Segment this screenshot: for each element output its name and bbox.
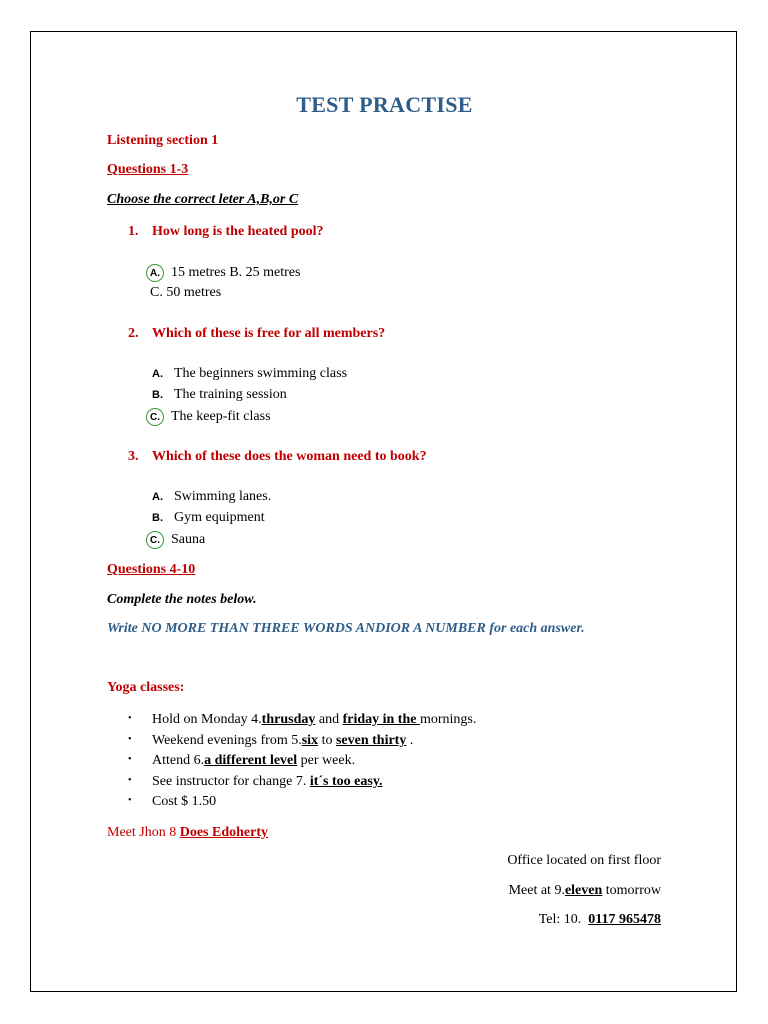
answer-4a: thrusday: [261, 712, 316, 727]
note-row: [128, 753, 355, 769]
question-text: How long is the heated pool?: [152, 224, 324, 239]
note-text: per week.: [297, 753, 356, 768]
meet-line: [107, 825, 268, 841]
note-row: [128, 774, 383, 790]
option-row: [152, 366, 347, 382]
circled-answer: A.: [146, 264, 164, 282]
office-line: Office located on first floor: [507, 853, 661, 868]
note-text: tomorrow: [602, 883, 661, 898]
answer-8: Does Edoherty: [179, 825, 268, 840]
answer-6: a different level: [204, 753, 298, 768]
option-letter: [149, 531, 171, 549]
question-3: [128, 449, 427, 465]
answer-5b: seven thirty: [335, 733, 407, 748]
note-row: [128, 794, 216, 810]
note-text: mornings.: [419, 712, 477, 727]
option-row: [152, 387, 287, 403]
question-2: [128, 326, 385, 342]
note-row: [128, 733, 413, 749]
circled-answer: C.: [146, 531, 164, 549]
option-letter: B.: [152, 512, 163, 524]
question-text: Which of these is free for all members?: [152, 326, 386, 341]
option-letter: [149, 408, 171, 426]
bullet-icon: •: [128, 713, 132, 724]
note-text: .: [406, 733, 414, 748]
note-text: Attend 6.: [152, 753, 205, 768]
questions-4-10-heading: Questions 4-10: [107, 562, 196, 577]
bullet-icon: •: [128, 734, 132, 745]
option-row: [152, 510, 265, 526]
option-text: Sauna: [171, 532, 206, 547]
answer-7: it´s too easy.: [309, 774, 383, 789]
bullet-icon: •: [128, 795, 132, 806]
note-row: [128, 712, 476, 728]
tel-line: [539, 912, 661, 928]
answer-9: eleven: [564, 883, 603, 898]
bullet-icon: •: [128, 775, 132, 786]
option-row: [149, 531, 205, 549]
document-page: [30, 31, 737, 992]
note-text: Weekend evenings from 5.: [152, 733, 302, 748]
option-text: The keep-fit class: [171, 409, 271, 424]
word-limit-rule: Write NO MORE THAN THREE WORDS ANDIOR A NUMBER for each answer.: [107, 621, 585, 636]
option-letter: A.: [152, 368, 163, 380]
answer-4b: friday in the: [342, 712, 420, 727]
option-row: [152, 489, 271, 505]
option-row: [149, 408, 271, 426]
bullet-icon: •: [128, 754, 132, 765]
question-1-options-line1: [149, 264, 300, 282]
question-number: 2.: [128, 326, 139, 341]
option-letter: A.: [152, 491, 163, 503]
note-text: to: [318, 733, 336, 748]
option-text: Gym equipment: [174, 510, 265, 525]
note-text: Hold on Monday 4.: [152, 712, 262, 727]
meet-time-line: [509, 883, 661, 899]
question-1-options-line2: C. 50 metres: [150, 285, 222, 300]
instruction-complete: Complete the notes below.: [107, 592, 257, 607]
question-text: Which of these does the woman need to book?: [152, 449, 427, 464]
instruction-choose: Choose the correct leter A,B,or C: [107, 192, 299, 207]
option-letter: B.: [152, 389, 163, 401]
circled-answer: C.: [146, 408, 164, 426]
question-number: 1.: [128, 224, 139, 239]
question-number: 3.: [128, 449, 139, 464]
question-1: [128, 224, 324, 240]
note-text: Tel: 10.: [538, 912, 589, 927]
page-title: TEST PRACTISE: [296, 92, 473, 117]
section-label: Listening section 1: [107, 133, 219, 148]
option-text: The beginners swimming class: [174, 366, 348, 381]
answer-5a: six: [301, 733, 319, 748]
meet-text: Meet Jhon 8: [107, 825, 180, 840]
note-text: and: [315, 712, 343, 727]
option-letter: [149, 264, 171, 282]
option-text: 15 metres B. 25 metres: [171, 265, 301, 280]
note-text: See instructor for change 7.: [152, 774, 310, 789]
note-text: Meet at 9.: [508, 883, 565, 898]
questions-1-3-heading: Questions 1-3: [107, 162, 189, 177]
yoga-subheading: Yoga classes:: [107, 680, 185, 695]
option-text: Swimming lanes.: [174, 489, 272, 504]
answer-10: 0117 965478: [588, 912, 661, 927]
option-text: The training session: [174, 387, 287, 402]
note-text: Cost $ 1.50: [152, 794, 217, 809]
